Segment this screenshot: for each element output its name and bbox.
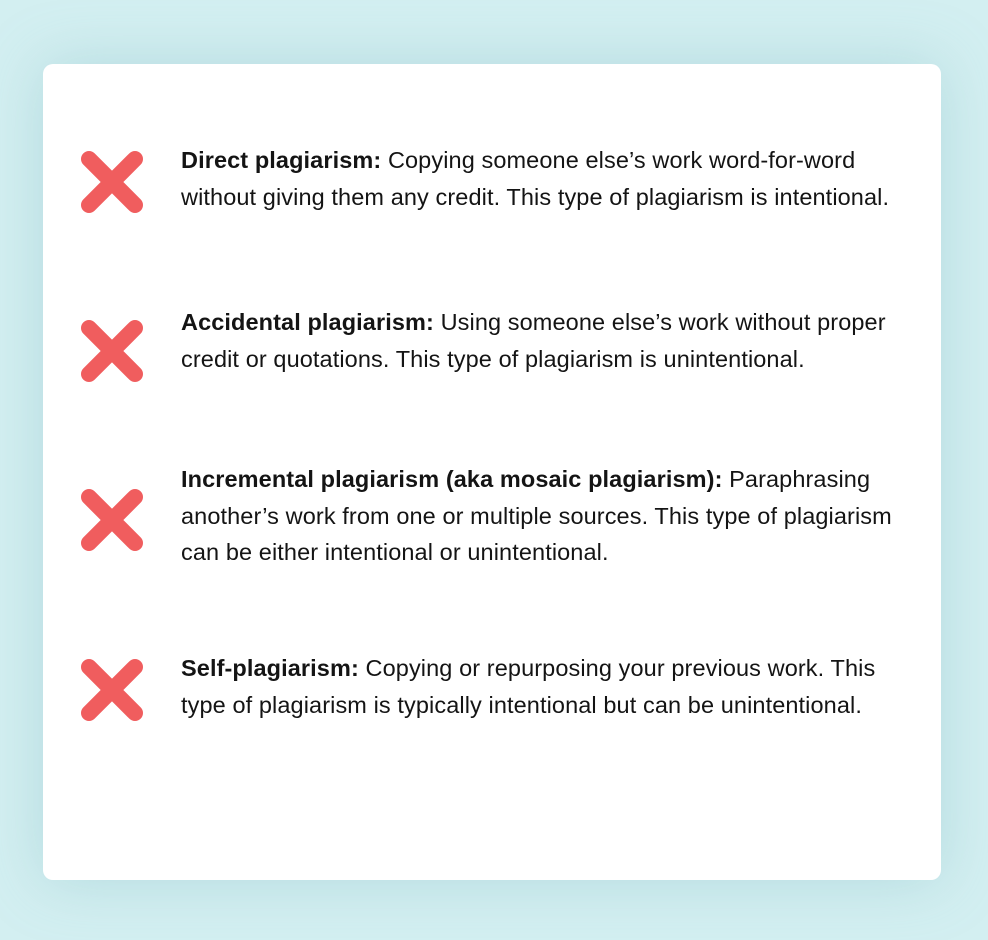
plagiarism-types-card bbox=[43, 64, 941, 880]
item-term: Direct plagiarism: bbox=[181, 147, 382, 173]
item-description: Copying or repurposing your previous work. This type of plagiarism is typically intentional but can be unintentional. bbox=[181, 655, 876, 718]
item-text bbox=[181, 304, 926, 377]
item-description: Paraphrasing another’s work from one or multiple sources. This type of plagiarism can be either intentional or unintentional. bbox=[181, 466, 892, 565]
item-text bbox=[181, 650, 926, 723]
cross-icon bbox=[78, 656, 146, 724]
item-term: Incremental plagiarism (aka mosaic plagiarism): bbox=[181, 466, 723, 492]
item-description: Copying someone else’s work word-for-word without giving them any credit. This type of plagiarism is intentional. bbox=[181, 147, 890, 210]
cross-icon bbox=[78, 317, 146, 385]
item-text bbox=[181, 142, 926, 215]
item-term: Accidental plagiarism: bbox=[181, 309, 434, 335]
cross-icon bbox=[78, 486, 146, 554]
item-description: Using someone else’s work without proper credit or quotations. This type of plagiarism is unintentional. bbox=[181, 309, 886, 372]
cross-icon bbox=[78, 148, 146, 216]
item-term: Self-plagiarism: bbox=[181, 655, 359, 681]
item-text bbox=[181, 461, 926, 571]
